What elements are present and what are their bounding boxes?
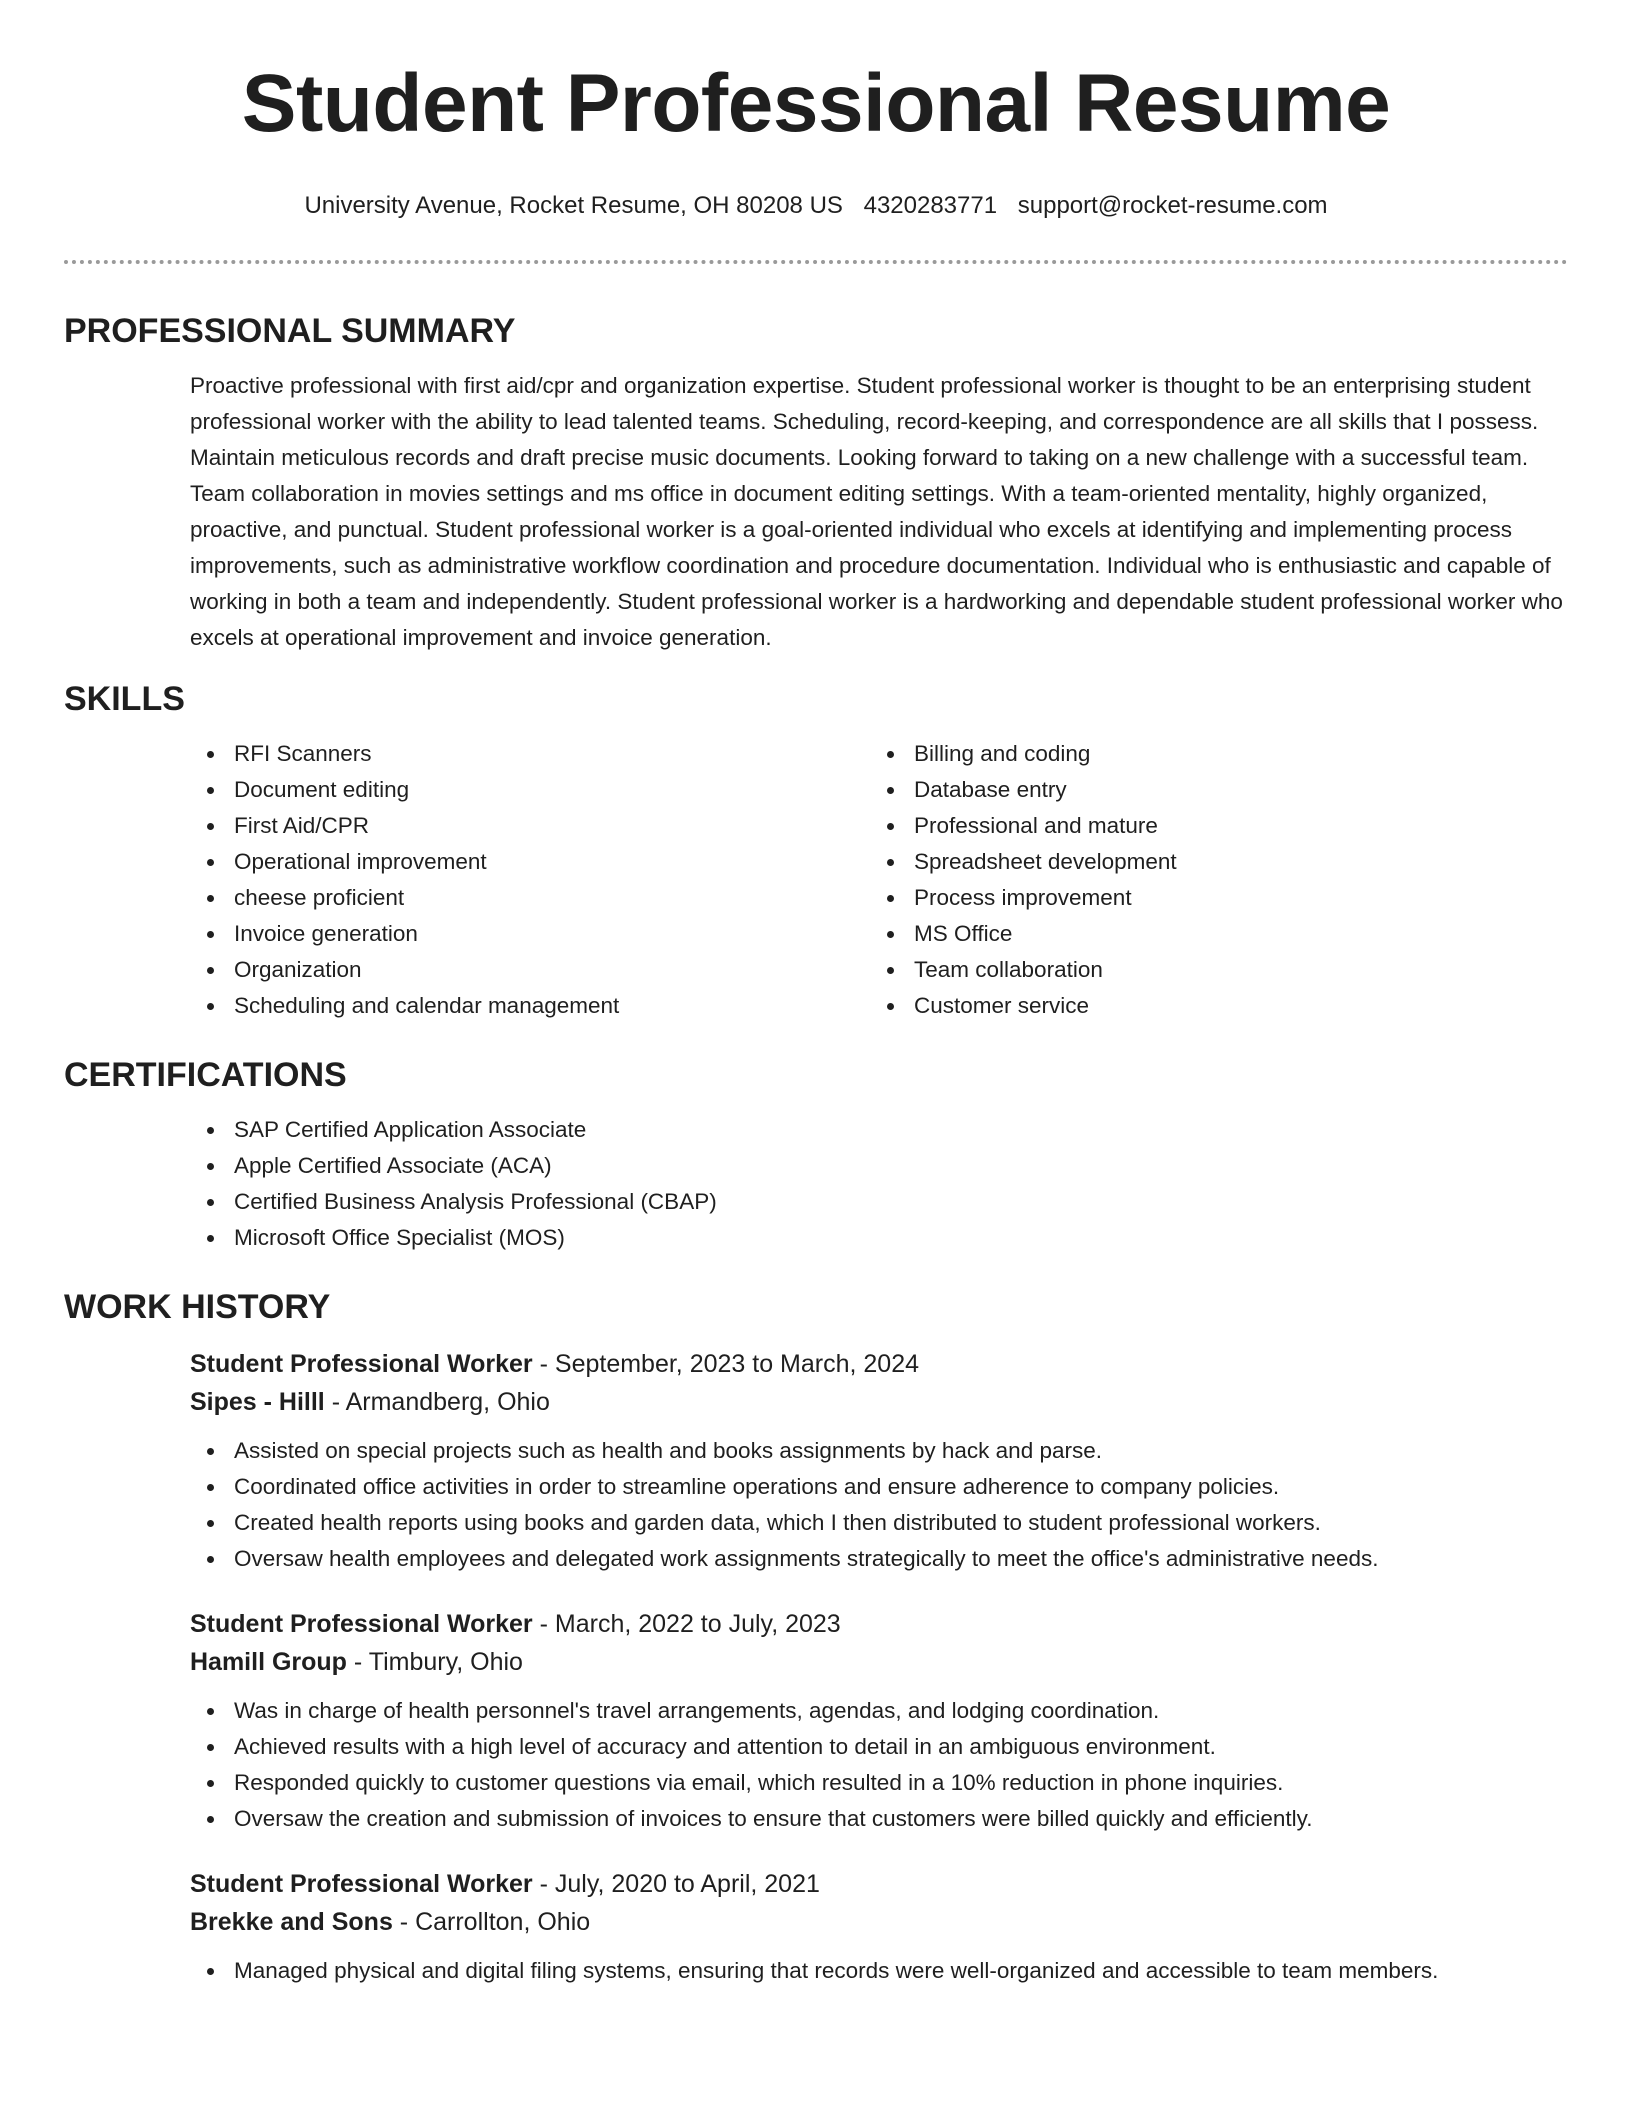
job-title: Student Professional Worker xyxy=(190,1870,533,1898)
skill-item: cheese proficient xyxy=(190,880,870,916)
job-duty: Managed physical and digital filing systems, ensuring that records were well-organized and accessible to team members. xyxy=(190,1953,1568,1989)
work-history-heading: WORK HISTORY xyxy=(64,1288,331,1326)
job-company: Hamill Group xyxy=(190,1648,347,1676)
skill-item: Process improvement xyxy=(870,880,1550,916)
job-duty: Achieved results with a high level of accuracy and attention to detail in an ambiguous environment. xyxy=(190,1729,1568,1765)
contact-info xyxy=(64,191,1568,221)
job-duty: Oversaw health employees and delegated work assignments strategically to meet the office's administrative needs. xyxy=(190,1541,1568,1577)
job-company-line xyxy=(190,1383,1568,1421)
skill-item: Document editing xyxy=(190,772,870,808)
skills-column-right xyxy=(870,736,1550,1024)
summary-heading: PROFESSIONAL SUMMARY xyxy=(64,312,516,350)
skills-column-left xyxy=(190,736,870,1024)
job-title: Student Professional Worker xyxy=(190,1610,533,1638)
job-title-line xyxy=(190,1605,1568,1643)
skill-item: Organization xyxy=(190,952,870,988)
job-location: - Timbury, Ohio xyxy=(346,1648,523,1676)
job-company: Sipes - Hilll xyxy=(190,1388,325,1416)
resume-title: Student Professional Resume xyxy=(241,58,1391,149)
header-divider xyxy=(64,260,1568,264)
skill-item: Invoice generation xyxy=(190,916,870,952)
job-title-line xyxy=(190,1865,1568,1903)
contact-email[interactable]: support@rocket-resume.com xyxy=(1017,192,1328,219)
job-duty: Was in charge of health personnel's travel arrangements, agendas, and lodging coordination. xyxy=(190,1693,1568,1729)
job-duty: Assisted on special projects such as health and books assignments by hack and parse. xyxy=(190,1433,1568,1469)
certifications-heading: CERTIFICATIONS xyxy=(64,1056,347,1094)
job-dates: - September, 2023 to March, 2024 xyxy=(532,1350,920,1378)
skills-heading: SKILLS xyxy=(64,680,185,718)
job-company: Brekke and Sons xyxy=(190,1908,393,1936)
certification-item: Apple Certified Associate (ACA) xyxy=(190,1148,1568,1184)
job-title-line xyxy=(190,1345,1568,1383)
skill-item: Scheduling and calendar management xyxy=(190,988,870,1024)
skill-item: Database entry xyxy=(870,772,1550,808)
job-duty: Responded quickly to customer questions via email, which resulted in a 10% reduction in phone inquiries. xyxy=(190,1765,1568,1801)
skill-item: Operational improvement xyxy=(190,844,870,880)
skill-item: Professional and mature xyxy=(870,808,1550,844)
skill-item: Team collaboration xyxy=(870,952,1550,988)
job-company-line xyxy=(190,1903,1568,1941)
job-company-line xyxy=(190,1643,1568,1681)
skill-item: Billing and coding xyxy=(870,736,1550,772)
job-duty: Oversaw the creation and submission of invoices to ensure that customers were billed quickly and efficiently. xyxy=(190,1801,1568,1837)
job-duty: Coordinated office activities in order to streamline operations and ensure adherence to company policies. xyxy=(190,1469,1568,1505)
skill-item: MS Office xyxy=(870,916,1550,952)
skill-item: First Aid/CPR xyxy=(190,808,870,844)
certifications-list xyxy=(190,1112,1568,1256)
summary-text: Proactive professional with first aid/cpr and organization expertise. Student professional worker is thought to be an enterprising student professional worker with the ability to lead talented teams. Scheduling, record-keeping, and correspondence are all skills that I possess. Maintain meticulous records and draft precise music documents. Looking forward to taking on a new challenge with a successful team. Team collaboration in movies settings and ms office in document editing settings. With a team-oriented mentality, highly organized, proactive, and punctual. Student professional worker is a goal-oriented individual who excels at identifying and implementing process improvements, such as administrative workflow coordination and procedure documentation. Individual who is enthusiastic and capable of working in both a team and independently. Student professional worker is a hardworking and dependable student professional worker who excels at operational improvement and invoice generation. xyxy=(190,373,1563,650)
certification-item: Microsoft Office Specialist (MOS) xyxy=(190,1220,1568,1256)
job-title: Student Professional Worker xyxy=(190,1350,533,1378)
job-duties xyxy=(190,1433,1568,1577)
job-location: - Armandberg, Ohio xyxy=(324,1388,550,1416)
job-duties xyxy=(190,1953,1568,1989)
skill-item: Spreadsheet development xyxy=(870,844,1550,880)
resume-page xyxy=(64,0,1568,1989)
skill-item: RFI Scanners xyxy=(190,736,870,772)
job-duties xyxy=(190,1693,1568,1837)
job-location: - Carrollton, Ohio xyxy=(392,1908,591,1936)
certification-item: Certified Business Analysis Professional (CBAP) xyxy=(190,1184,1568,1220)
job-entry xyxy=(190,1865,1568,1989)
job-duty: Created health reports using books and garden data, which I then distributed to student professional workers. xyxy=(190,1505,1568,1541)
skills-list xyxy=(190,736,1568,1024)
skill-item: Customer service xyxy=(870,988,1550,1024)
job-entry xyxy=(190,1605,1568,1837)
contact-phone: 4320283771 xyxy=(863,192,998,219)
contact-address: University Avenue, Rocket Resume, OH 80208 US xyxy=(304,192,843,219)
job-dates: - July, 2020 to April, 2021 xyxy=(532,1870,820,1898)
job-entry xyxy=(190,1345,1568,1577)
job-dates: - March, 2022 to July, 2023 xyxy=(532,1610,841,1638)
certification-item: SAP Certified Application Associate xyxy=(190,1112,1568,1148)
